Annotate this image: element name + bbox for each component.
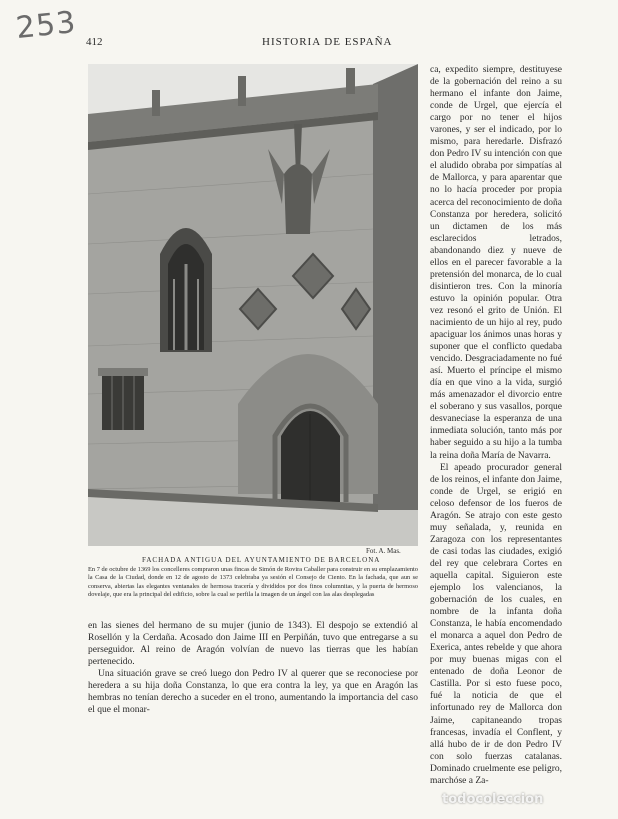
figure-caption: En 7 de octubre de 1369 los concelleres compraron unas fincas de Simón de Rovira Caballer para construir en su emplazamiento la Casa de la Ciudad, donde en 12 de agosto de 1373 celebraba ya sesión el Consejo de Ciento. En la fachada, que aun se conserva, abiertas las elegantes ventanales de hermosa tracería y divididos por dos finos columnitas, y la puerta de hermoso dovelaje, que era la principal del edificio, sobre la cual se perfila la imagen de un ángel con las alas desplegadas [88, 566, 418, 599]
paragraph: El apeado procurador general de los reinos, el infante don Jaime, conde de Urgel, se erigió en celoso defensor de los fueros de Aragón. Se atrajo con este gesto muy señalada, y, reunida en Zaragoza con los representantes de casi todas las ciudades, exigió del rey que celebrara Cortes en aquella capital. Siguieron este ejemplo los valencianos, la gobernación de los cuales, en nombre de la infanta doña Constanza, le había encomendado el monarca a aquel don Pedro de Exerica, antes rebelde y que ahora por muy buenas migas con el entenado de doña Leonor de Castilla. Por si esto fuese poco, fué la noticia de que el infortunado rey de Mallorca don Jaime, capitaneando tropas francesas, invadía el Conflent, y allá hubo de ir de don Pedro IV con solo fuerzas catalanas. Dominado cruelmente ese peligro, marchóse a Za- [430, 462, 562, 786]
figure-title: FACHADA ANTIGUA DEL AYUNTAMIENTO DE BARCELONA [142, 556, 381, 564]
paragraph: Una situación grave se creó luego don Pedro IV al querer que se reconociese por heredera a su hija doña Constanza, lo que era contra la ley, ya que en Aragón las hembras no tenían derecho a suceder en el trono, aumentando la importancia del caso el que el monar- [88, 669, 418, 716]
right-text-column [430, 64, 562, 804]
left-text-column [88, 620, 418, 810]
paragraph: ca, expedito siempre, destituyese de la gobernación del reino a su hermano el infante don Jaime, conde de Urgel, que ejercía el cargo por no tener el hijos varones, y ser el indicado, por lo mismo, para heredarle. Disfrazó don Pedro IV su intención con que el aludido obraba por simpatías al de Mallorca, y para aparentar que no lo hacía proceder por propia acerca del reconocimiento de doña Constanza por heredera, solicitó un dictamen de los más esclarecidos letrados, abandonando diez y nueve de ellos en el parecer favorable a la pretensión del monarca, de lo cual disintieron tres. Con la minoría estuvo la opinión popular. Otra vez resonó el grito de Unión. El nacimiento de un hijo al rey, pudo apaciguar los ánimos unas horas y suponer que el conflicto quedaba vencido. Desgraciadamente no fué así. Muerto el príncipe el mismo día en que vino a la vida, surgió más amenazador el divorcio entre el soberano y sus vasallos, porque desvaneciase la esperanza de una inmediata solución, tanto más por haber seguido a su hijo a la tumba la reina doña María de Navarra. [430, 65, 562, 461]
facade-photograph [88, 64, 418, 546]
handwritten-number: 253 [14, 4, 78, 47]
photo-credit: Fot. A. Mas. [366, 547, 401, 555]
running-head: HISTORIA DE ESPAÑA [262, 36, 393, 48]
paragraph: en las sienes del hermano de su mujer (junio de 1343). El despojo se extendió al Rosellón y la Cerdaña. Acosado don Jaime III en Perpiñán, tuvo que entregarse a su perseguidor. Al reino de Aragón volvían de nuevo las tierras que les habían pertenecido. [88, 621, 418, 668]
watermark: todocoleccion [442, 792, 544, 807]
page-number: 412 [86, 36, 103, 48]
